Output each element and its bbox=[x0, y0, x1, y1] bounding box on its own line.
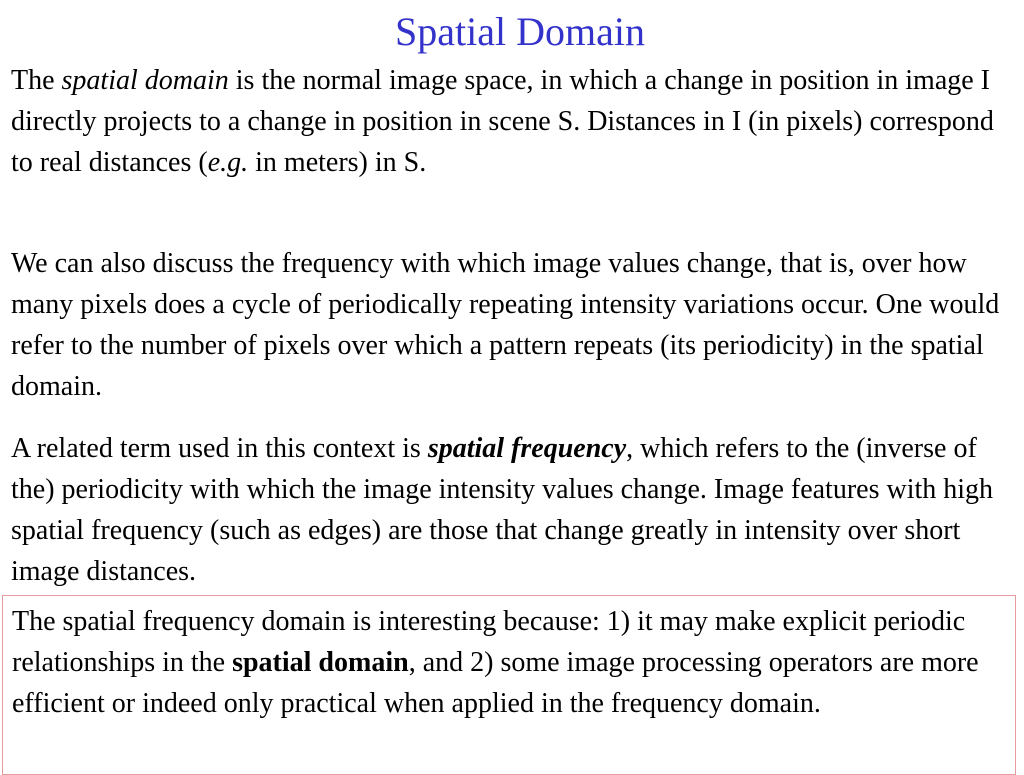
term-spatial-domain: spatial domain bbox=[61, 65, 229, 96]
callout-text-1: The spatial frequency domain is interesting because: 1) it may make explicit periodic relationships in the bbox=[12, 606, 966, 678]
callout-box bbox=[2, 595, 1016, 775]
term-spatial-frequency-text: spatial frequency bbox=[427, 433, 627, 464]
callout-text bbox=[12, 601, 1008, 724]
para3-text-1: A related term used in this context is bbox=[11, 433, 428, 464]
slide-title: Spatial Domain bbox=[395, 9, 645, 54]
para3-text-2: , which refers to the (inverse of the) periodicity with which the image intensity values change. Image features with high spatial frequency (such as edges) are those that change greatly in intensity over short image distances. bbox=[11, 433, 994, 587]
para1-text-3: in meters) in S. bbox=[248, 147, 427, 178]
paragraph-spatial-frequency bbox=[11, 428, 1017, 592]
para1-text-2: is the normal image space, in which a change in position in image I directly projects to a change in position in scene S. Distances in I (in pixels) correspond to real distances ( bbox=[11, 65, 994, 178]
paragraph-frequency: We can also discuss the frequency with which image values change, that is, over how many pixels does a cycle of periodically repeating intensity variations occur. One would refer to the number of pixels over which a pattern repeats (its periodicity) in the spatial domain. bbox=[11, 248, 1000, 402]
para1-text-1: The bbox=[11, 65, 62, 96]
callout-text-2: , and 2) some image processing operators are more efficient or indeed only practical when applied in the frequency domain. bbox=[12, 647, 979, 719]
abbrev-eg: e.g. bbox=[207, 147, 249, 178]
term-spatial-frequency bbox=[428, 433, 626, 464]
term-spatial-domain-bold: spatial domain bbox=[232, 647, 409, 678]
paragraph-spatial-domain bbox=[11, 60, 1017, 183]
